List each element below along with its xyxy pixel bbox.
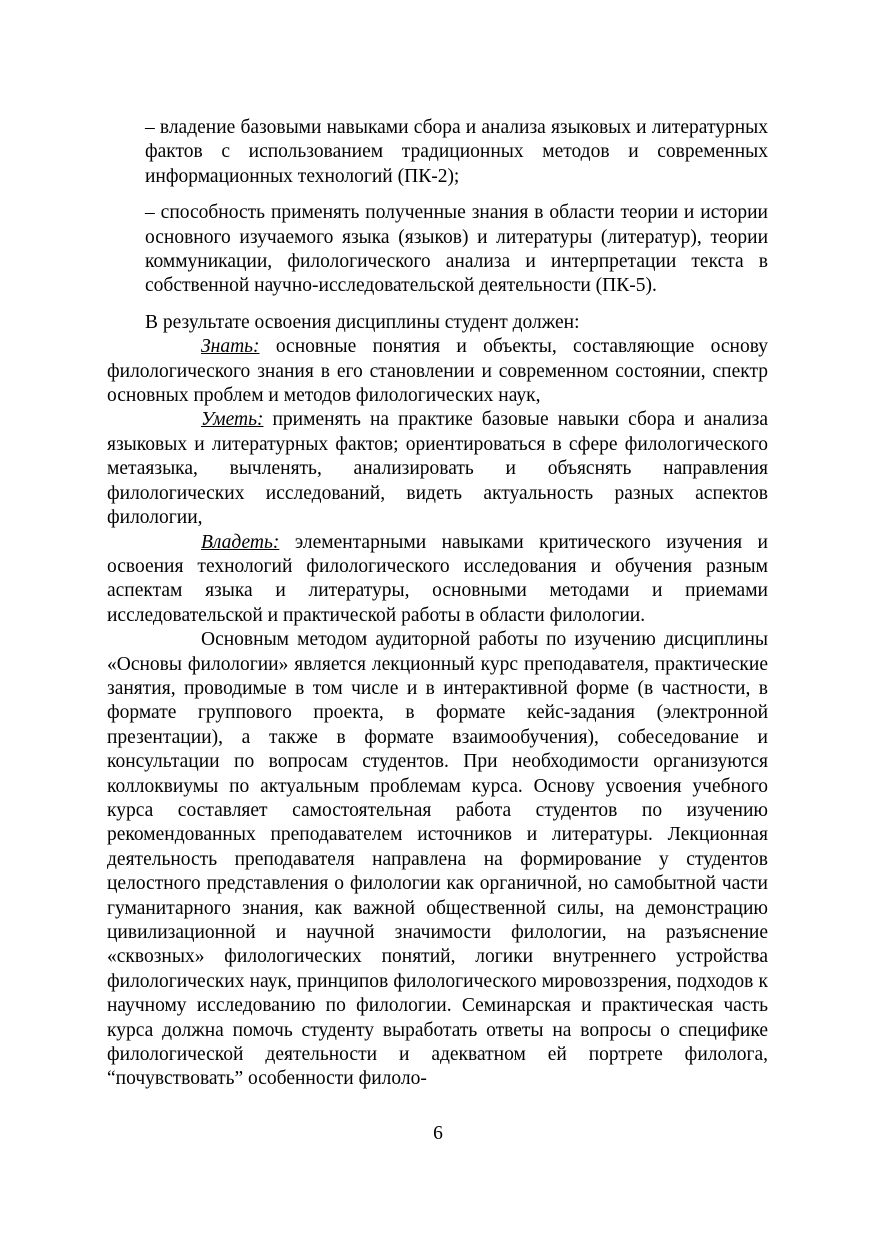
master-paragraph xyxy=(107,531,768,629)
methods-paragraph: Основным методом аудиторной работы по изучению дисциплины «Основы филологии» является лекционный курс преподавателя, практические занятия, проводимые в том числе и в интерактивной форме (в частности, в формате группового проекта, в формате кейс-задания (электронной презентации), а также в формате взаимообучения), собеседование и консультации по вопросам студентов. При необходимости организуются коллоквиумы по актуальным проблемам курса. Основу усвоения учебного курса составляет самостоятельная работа студентов по изучению рекомендованных преподавателем источников и литературы. Лекционная деятельность преподавателя направлена на формирование у студентов целостного представления о филологии как органичной, но самобытной части гуманитарного знания, как важной общественной силы, на демонстрацию цивилизационной и научной значимости филологии, на разъяснение «сквозных» филологических понятий, логики внутреннего устройства филологических наук, принципов филологического мировоззрения, подходов к научному исследованию по филологии. Семинарская и практическая часть курса должна помочь студенту выработать ответы на вопросы о специфике филологической деятельности и адекватном ей портрете филолога, “почувствовать” особенности филоло- xyxy=(107,629,768,1090)
know-term: Знать: xyxy=(201,336,260,358)
know-paragraph xyxy=(107,335,768,408)
can-text: применять на практике базовые навыки сбора и анализа языковых и литературных фактов; ориентироваться в сфере филологического метаязыка, вычленять, анализировать и объяснять направления филологических исследований, видеть актуальность разных аспектов филологии, xyxy=(107,409,768,529)
know-text: основные понятия и объекты, составляющие основу филологического знания в его становлении и современном состоянии, спектр основных проблем и методов филологических наук, xyxy=(107,336,768,407)
competence-pk2: – владение базовыми навыками сбора и анализа языковых и литературных фактов с использованием традиционных методов и современных информационных технологий (ПК-2); xyxy=(145,117,768,187)
master-text: элементарными навыками критического изучения и освоения технологий филологического исследования и обучения разным аспектам языка и литературы, основными методами и приемами исследовательской и практической работы в области филологии. xyxy=(107,531,768,626)
page-body xyxy=(107,116,768,1092)
master-term: Владеть: xyxy=(201,531,280,553)
page-number: 6 xyxy=(433,1123,443,1144)
can-term: Уметь: xyxy=(201,409,264,431)
intro-paragraph: В результате освоения дисциплины студент должен: xyxy=(145,311,580,333)
can-paragraph xyxy=(107,408,768,530)
competence-pk5: – способность применять полученные знания в области теории и истории основного изучаемого языка (языков) и литературы (литератур), теории коммуникации, филологического анализа и интерпретации текста в собственной научно-исследовательской деятельности (ПК-5). xyxy=(145,202,768,297)
